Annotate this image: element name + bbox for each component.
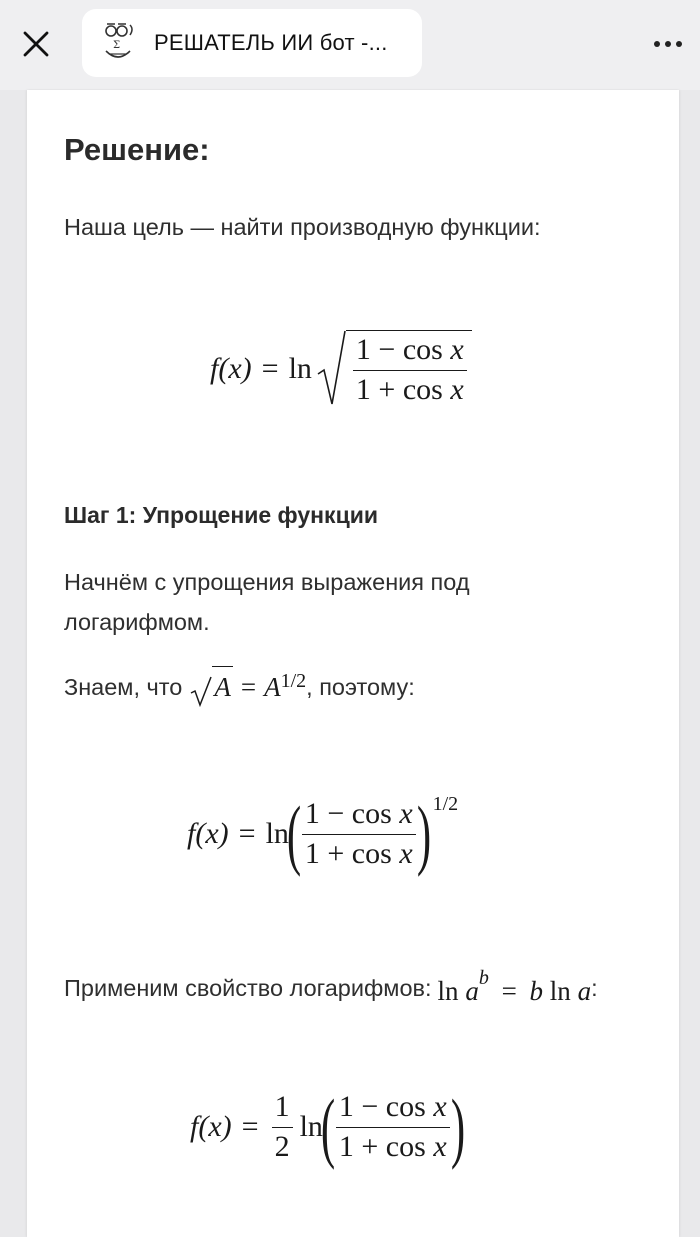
step-1-heading: Шаг 1: Упрощение функции <box>64 502 378 528</box>
close-button[interactable] <box>18 26 54 62</box>
sqrt-icon <box>316 330 346 408</box>
half-fraction: $\frac{1}{2}$ <box>272 1090 293 1164</box>
fraction: $\frac{\text{1 − cos x}}{\text{1 + cos x}}$ <box>353 333 467 407</box>
page-title-pill[interactable] <box>82 9 422 77</box>
identity-line: Знаем, что A = A 1/2 , поэтому: <box>64 666 415 707</box>
formula-log-rule: f(x) = $\frac{1}{2}$ ln ( $\frac{\text{1 − cos x}}{\text{1 + cos x}}$ ) <box>190 1083 465 1170</box>
fraction: $\frac{\text{1 − cos x}}{\text{1 + cos x}}$ <box>302 797 416 871</box>
fraction: $\frac{\text{1 − cos x}}{\text{1 + cos x}}$ <box>336 1090 450 1164</box>
formula-power: f(x) = ln ( $\frac{\text{1 − cos x}}{\text{1 + cos x}}$ ) 1/2 <box>187 790 459 877</box>
log-rule-math: $\ln a^b = b$ ln a <box>437 967 592 1006</box>
page-title: РЕШАТЕЛЬ ИИ бот -... <box>154 30 388 55</box>
sqrt <box>316 330 472 408</box>
svg-text:Σ: Σ <box>113 40 121 51</box>
identity-math: A = A 1/2 <box>190 666 306 707</box>
message-card <box>27 90 679 1237</box>
top-bar <box>0 0 700 90</box>
close-icon <box>22 30 50 58</box>
solution-heading: Решение: <box>64 132 210 167</box>
fx: f(x) <box>210 352 252 385</box>
more-options-button[interactable] <box>648 30 688 58</box>
sqrt-icon <box>190 675 212 707</box>
formula-original: f(x) = ln $\frac{\text{1 − cos x}}{\text{1 + cos x}}$ <box>210 330 472 408</box>
more-icon <box>654 41 660 47</box>
intro-text: Наша цель — найти производную функции: <box>64 214 541 240</box>
log-property-line: Применим свойство логарифмов: $\ln a^b = b$ ln a : <box>64 964 598 1011</box>
bot-logo-icon <box>100 21 140 65</box>
step-1-text: Начнём с упрощения выражения под логарифмом. <box>64 569 470 635</box>
